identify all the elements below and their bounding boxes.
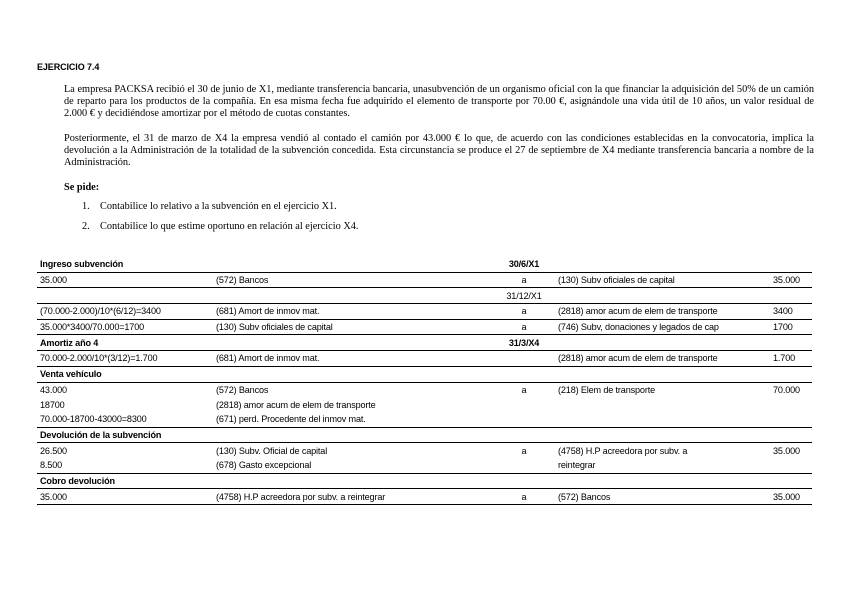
ledger-debit-account-cell: (572) Bancos (216, 384, 269, 395)
ledger-date-cell: 31/12/X1 (493, 288, 555, 304)
ledger-debit-amount-cell: 18700 (40, 399, 65, 410)
statement-paragraph-2: Posteriormente, el 31 de marzo de X4 la empresa vendió al contado el camión por 43.000 € lo que, de acuerdo con las condiciones establecidas en la convocatoria, implica la devolución a la Administración de la totalidad de la subvención concedida. Esta circunstancia se produce el 27 de septiembre de X4 mediante transferencia bancaria a nombre de la Administración. (64, 133, 814, 168)
ledger-credit-amount-cell (770, 288, 812, 304)
ledger-credit-amount-cell: 35.000 (770, 489, 812, 505)
ledger-credit-account-cell (555, 288, 770, 304)
ledger-credit-account-cell (555, 412, 770, 427)
ledger-debit-amount-cell: Cobro devolución (37, 473, 213, 489)
ledger-debit-amount-cell: 70.000-18700-43000=8300 (37, 412, 213, 427)
task-item-1 (82, 201, 337, 213)
ledger-credit-amount-cell: 70.000 (773, 384, 800, 395)
ledger-credit-account-cell (555, 257, 770, 272)
ledger-date-cell (493, 427, 555, 443)
ledger-credit-account-cell: (2818) amor acum de elem de transporte (555, 304, 770, 320)
ledger-credit-account-cell: (2818) amor acum de elem de transporte (555, 351, 770, 367)
ledger-row (37, 288, 812, 304)
exercise-title: EJERCICIO 7.4 (37, 62, 100, 72)
ledger-row (37, 489, 812, 505)
ledger-section-row (37, 366, 812, 382)
ledger-debit-amount-cell: 35.000 (37, 489, 213, 505)
ledger-credit-account-cell: (130) Subv oficiales de capital (555, 272, 770, 288)
ledger-credit-account-cell: (572) Bancos (555, 489, 770, 505)
ledger-debit-account-cell: (130) Subv. Oficial de capital (216, 445, 328, 456)
ledger-row (37, 382, 812, 397)
ledger-debit-amount-cell: 43.000 (40, 384, 67, 395)
ledger-date-cell: a (493, 319, 555, 335)
ledger-date-cell: a (493, 272, 555, 288)
ledger-debit-account-cell: (678) Gasto excepcional (213, 458, 493, 473)
ledger-credit-amount-cell: 35.000 (770, 272, 812, 288)
ledger-section-row (37, 427, 812, 443)
ledger-credit-amount-cell: 1.700 (770, 351, 812, 367)
ledger-debit-account-cell: (130) Subv oficiales de capital (213, 319, 493, 335)
ledger-section-row (37, 257, 812, 272)
ledger-date-cell (493, 397, 555, 412)
ledger-credit-account-cell: (746) Subv, donaciones y legados de cap (555, 319, 770, 335)
ledger-debit-amount-cell: 26.500 (40, 445, 67, 456)
ledger-section-row (37, 473, 812, 489)
ledger-row (37, 319, 812, 335)
ledger-debit-account-cell: (572) Bancos (213, 272, 493, 288)
ledger-debit-account-cell: (4758) H.P acreedora por subv. a reintegrar (213, 489, 493, 505)
ledger-debit-amount-cell: (70.000-2.000)/10*(6/12)=3400 (37, 304, 213, 320)
ledger-debit-amount-cell: Venta vehículo (37, 366, 213, 382)
ledger-debit-amount-cell: 35.000*3400/70.000=1700 (37, 319, 213, 335)
task-number: 1. (82, 201, 90, 212)
ledger-debit-amount-cell: 8.500 (37, 458, 213, 473)
ledger-credit-account-cell (555, 366, 770, 382)
ledger-date-cell: 30/6/X1 (493, 257, 555, 272)
ledger-row (37, 412, 812, 427)
ledger-debit-amount-cell: Devolución de la subvención (37, 427, 213, 443)
ledger-credit-amount-cell (770, 335, 812, 351)
ledger-credit-account-cell (555, 473, 770, 489)
task-text: Contabilice lo que estime oportuno en relación al ejercicio X4. (100, 221, 359, 232)
ledger-debit-account-cell (213, 335, 493, 351)
ledger-date-cell: a (493, 304, 555, 320)
ledger-debit-amount-cell: Ingreso subvención (37, 257, 213, 272)
ledger-row (37, 443, 812, 458)
ledger-credit-account-cell: reintegrar (555, 458, 770, 473)
ledger-credit-account-cell (555, 335, 770, 351)
ledger-row (37, 304, 812, 320)
ledger-debit-account-cell (213, 473, 493, 489)
ledger-date-cell (493, 351, 555, 367)
task-item-2 (82, 221, 358, 233)
ledger-debit-amount-cell: Amortiz año 4 (37, 335, 213, 351)
task-text: Contabilice lo relativo a la subvención en el ejercicio X1. (100, 201, 337, 212)
ledger-credit-account-cell (555, 397, 770, 412)
ledger-credit-amount-cell (770, 257, 812, 272)
ledger-credit-amount-cell (770, 427, 812, 443)
ledger-date-cell (493, 473, 555, 489)
ledger-debit-account-cell (213, 257, 493, 272)
statement-paragraph-1: La empresa PACKSA recibió el 30 de junio de X1, mediante transferencia bancaria, unasubvención de un organismo oficial con la que financiar la adquisición del 50% de un camión de reparto para los productos de la compañía. En esa misma fecha fue adquirido el elemento de transporte por 70.00 €, asignándole una vida útil de 10 años, un valor residual de 2.000 € y decidiéndose amortizar por el método de cuotas constantes. (64, 84, 814, 119)
ledger-credit-amount-cell (770, 473, 812, 489)
ledger-credit-amount-cell (770, 397, 812, 412)
ledger-debit-account-cell (213, 288, 493, 304)
journal-ledger-table (37, 257, 812, 505)
ledger-credit-amount-cell: 3400 (770, 304, 812, 320)
ledger-debit-account-cell: (2818) amor acum de elem de transporte (216, 399, 376, 410)
ledger-credit-amount-cell (770, 458, 812, 473)
ledger-credit-account-cell: (4758) H.P acreedora por subv. a (558, 445, 688, 456)
ledger-credit-amount-cell (770, 366, 812, 382)
ledger-credit-amount-cell: 1700 (770, 319, 812, 335)
ledger-date-cell (493, 412, 555, 427)
ledger-debit-account-cell (213, 366, 493, 382)
se-pide-heading: Se pide: (64, 182, 100, 193)
ledger-row (37, 397, 812, 412)
ledger-debit-account-cell: (671) perd. Procedente del inmov mat. (213, 412, 493, 427)
ledger-date-cell: a (521, 384, 527, 395)
ledger-date-cell: a (521, 445, 527, 456)
ledger-debit-account-cell: (681) Amort de inmov mat. (213, 304, 493, 320)
ledger-date-cell (493, 458, 555, 473)
ledger-debit-amount-cell: 70.000-2.000/10*(3/12)=1.700 (37, 351, 213, 367)
ledger-credit-amount-cell: 35.000 (773, 445, 800, 456)
ledger-date-cell: a (493, 489, 555, 505)
ledger-credit-account-cell (555, 427, 770, 443)
ledger-date-cell: 31/3/X4 (493, 335, 555, 351)
ledger-row (37, 272, 812, 288)
ledger-credit-amount-cell (770, 412, 812, 427)
ledger-debit-account-cell: (681) Amort de inmov mat. (213, 351, 493, 367)
ledger-debit-account-cell (213, 427, 493, 443)
ledger-row (37, 458, 812, 473)
ledger-credit-account-cell: (218) Elem de transporte (558, 384, 655, 395)
ledger-date-cell (493, 366, 555, 382)
ledger-section-row (37, 335, 812, 351)
ledger-row (37, 351, 812, 367)
ledger-debit-amount-cell: 35.000 (37, 272, 213, 288)
task-number: 2. (82, 221, 90, 232)
ledger-debit-amount-cell (37, 288, 213, 304)
